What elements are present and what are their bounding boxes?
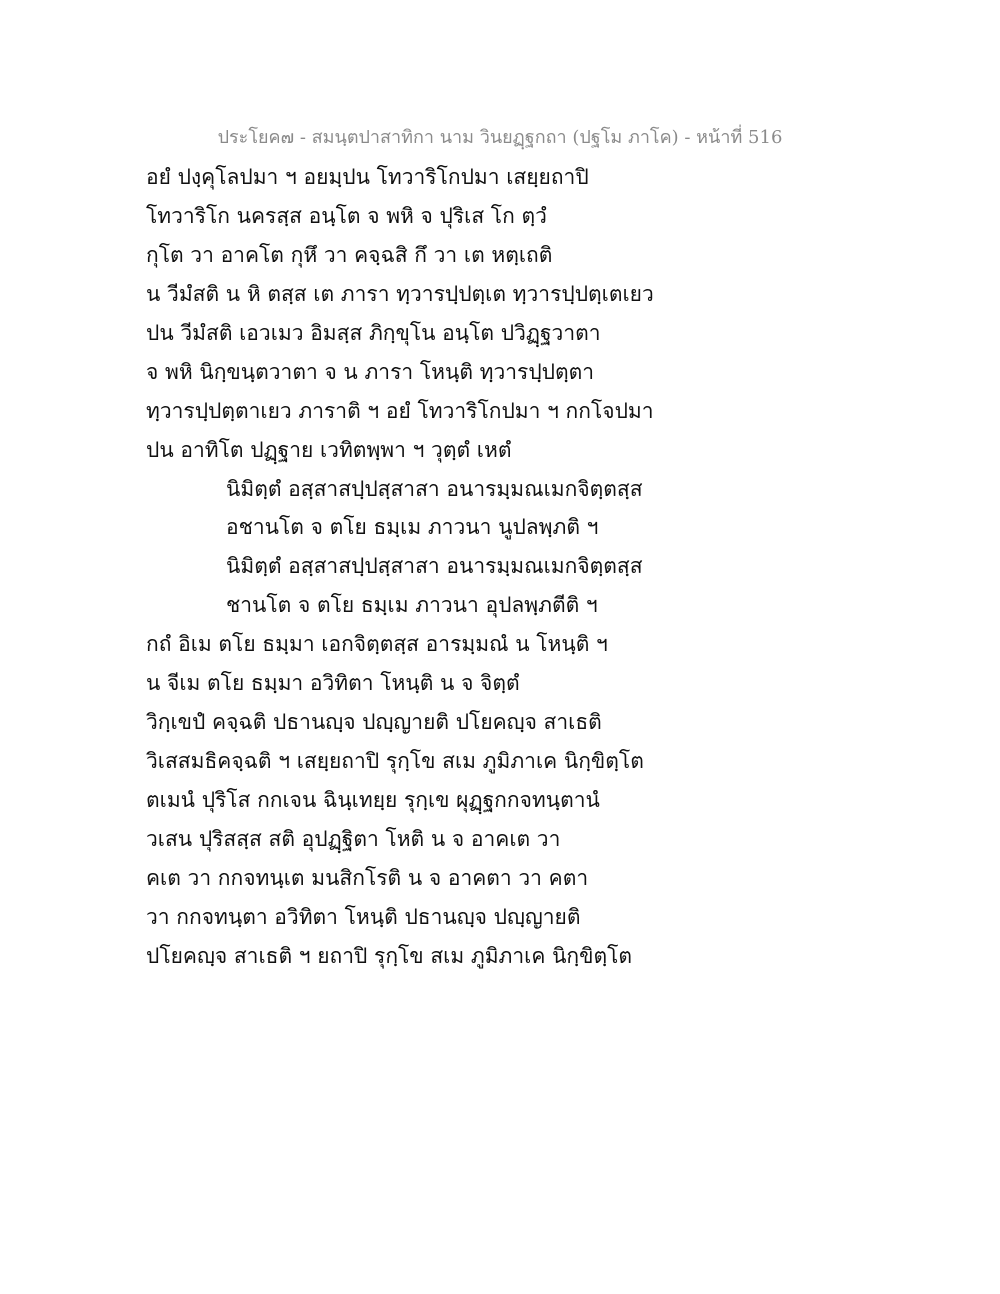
verse-line: อชานโต จ ตโย ธมฺเม ภาวนา นูปลพฺภติ ฯ: [226, 515, 599, 540]
text-line: โทวาริโก นครสฺส อนฺโต จ พหิ จ ปุริเส โก ตฺวํ: [146, 203, 547, 228]
text-line: วิกฺเขปํ คจฺฉติ ปธานญฺจ ปญฺญายติ ปโยคญฺจ สาเธติ: [146, 710, 602, 735]
text-line: น จีเม ตโย ธมฺมา อวิทิตา โหนฺติ น จ จิตฺตํ: [146, 671, 520, 696]
text-line: จ พหิ นิกฺขนฺตวาตา จ น ภารา โหนฺติ ทฺวารปฺปตฺตา: [146, 359, 595, 384]
text-line: ตเมนํ ปุริโส กกเจน ฉินฺเทยฺย รุกฺเข ผุฏฺฐกกจทนฺตานํ: [146, 788, 600, 812]
body-text: [146, 158, 666, 976]
verse-line: ชานโต จ ตโย ธมฺเม ภาวนา อุปลพฺภตีติ ฯ: [226, 593, 598, 618]
text-line: ปโยคญฺจ สาเธติ ฯ ยถาปิ รุกฺโข สเม ภูมิภาเค นิกฺขิตฺโต: [146, 943, 633, 968]
text-line: วา กกจทนฺตา อวิทิตา โหนฺติ ปธานญฺจ ปญฺญายติ: [146, 904, 581, 929]
text-line: ทฺวารปฺปตฺตาเยว ภาราติ ฯ อยํ โทวาริโกปมา ฯ กกโจปมา: [146, 398, 654, 423]
text-line: อยํ ปงฺคุโลปมา ฯ อยมฺปน โทวาริโกปมา เสยฺยถาปิ: [146, 165, 589, 189]
text-line: ปน วีมํสติ เอวเมว อิมสฺส ภิกฺขุโน อนฺโต ปวิฏฺฐวาตา: [146, 320, 601, 345]
text-line: วเสน ปุริสสฺส สติ อุปฏฺฐิตา โหติ น จ อาคเต วา: [146, 826, 561, 851]
text-line: น วีมํสติ น หิ ตสฺส เต ภารา ทฺวารปฺปตฺเต ทฺวารปฺปตฺเตเยว: [146, 281, 654, 306]
verse-line: นิมิตฺตํ อสฺสาสปฺปสฺสาสา อนารมฺมณเมกจิตฺตสฺส: [226, 554, 643, 579]
verse-line: นิมิตฺตํ อสฺสาสปฺปสฺสาสา อนารมฺมณเมกจิตฺตสฺส: [226, 476, 643, 501]
text-line: กุโต วา อาคโต กุหึ วา คจฺฉสิ กึ วา เต หตฺเถติ: [146, 242, 553, 267]
text-line: วิเสสมธิคจฺฉติ ฯ เสยฺยถาปิ รุกฺโข สเม ภูมิภาเค นิกฺขิตฺโต: [146, 749, 644, 774]
text-line: ปน อาทิโต ปฏฺฐาย เวทิตพฺพา ฯ วุตฺตํ เหตํ: [146, 437, 512, 462]
text-line: คเต วา กกจทนฺเต มนสิกโรติ น จ อาคตา วา คตา: [146, 865, 589, 890]
page-header: ประโยค๗ - สมนฺตปาสาทิกา นาม วินยฏฺฐกถา (ปฐโม ภาโค) - หน้าที่ 516: [217, 127, 783, 148]
text-line: กถํ อิเม ตโย ธมฺมา เอกจิตฺตสฺส อารมฺมณํ น โหนฺติ ฯ: [146, 632, 608, 657]
